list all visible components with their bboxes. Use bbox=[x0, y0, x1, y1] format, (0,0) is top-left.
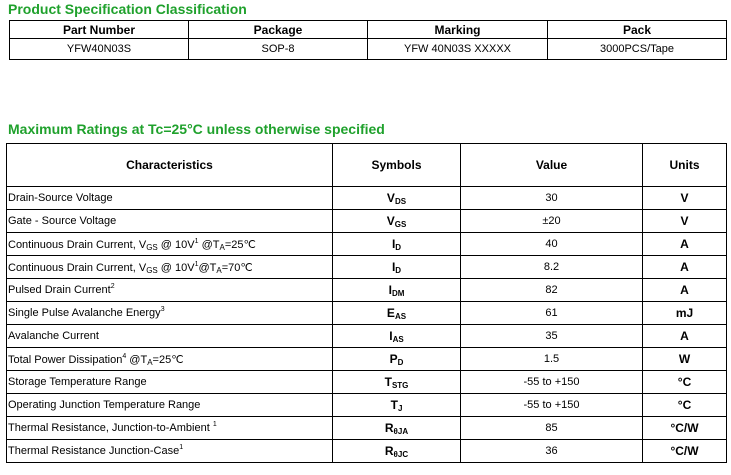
characteristic-cell: Operating Junction Temperature Range bbox=[7, 394, 333, 417]
header-characteristics: Characteristics bbox=[7, 144, 333, 187]
value-cell: 40 bbox=[461, 233, 643, 256]
spec-header-row bbox=[10, 21, 727, 39]
cell-part-number: YFW40N03S bbox=[10, 39, 189, 60]
value-cell: -55 to +150 bbox=[461, 394, 643, 417]
header-value: Value bbox=[461, 144, 643, 187]
table-row bbox=[7, 348, 727, 371]
unit-cell: °C bbox=[643, 394, 727, 417]
header-part-number: Part Number bbox=[10, 21, 189, 39]
symbol-cell: TSTG bbox=[333, 371, 461, 394]
unit-cell: °C/W bbox=[643, 440, 727, 463]
symbol-cell: RθJC bbox=[333, 440, 461, 463]
table-row bbox=[7, 302, 727, 325]
ratings-section-title: Maximum Ratings at Tc=25°C unless otherwise specified bbox=[8, 121, 385, 137]
characteristic-cell: Total Power Dissipation$^4$ $@T_A=25℃$ bbox=[7, 348, 333, 371]
symbol-cell: VGS bbox=[333, 210, 461, 233]
table-row bbox=[7, 394, 727, 417]
symbol-cell: RθJA bbox=[333, 417, 461, 440]
spec-section-title: Product Specification Classification bbox=[8, 1, 247, 17]
symbol-cell: EAS bbox=[333, 302, 461, 325]
table-row bbox=[7, 440, 727, 463]
spec-data-row bbox=[10, 39, 727, 60]
header-units: Units bbox=[643, 144, 727, 187]
unit-cell: W bbox=[643, 348, 727, 371]
cell-marking: YFW 40N03S XXXXX bbox=[368, 39, 548, 60]
header-pack: Pack bbox=[548, 21, 727, 39]
unit-cell: V bbox=[643, 210, 727, 233]
characteristic-cell: Gate - Source Voltage bbox=[7, 210, 333, 233]
unit-cell: A bbox=[643, 233, 727, 256]
symbol-cell: TJ bbox=[333, 394, 461, 417]
characteristic-cell: Pulsed Drain Current$^2$ bbox=[7, 279, 333, 302]
symbol-cell: VDS bbox=[333, 187, 461, 210]
unit-cell: °C bbox=[643, 371, 727, 394]
symbol-cell: PD bbox=[333, 348, 461, 371]
value-cell: 8.2 bbox=[461, 256, 643, 279]
value-cell: 36 bbox=[461, 440, 643, 463]
value-cell: 61 bbox=[461, 302, 643, 325]
value-cell: 35 bbox=[461, 325, 643, 348]
ratings-header-row bbox=[7, 144, 727, 187]
characteristic-cell: Drain-Source Voltage bbox=[7, 187, 333, 210]
unit-cell: A bbox=[643, 279, 727, 302]
value-cell: 30 bbox=[461, 187, 643, 210]
value-cell: 1.5 bbox=[461, 348, 643, 371]
cell-pack: 3000PCS/Tape bbox=[548, 39, 727, 60]
header-symbols: Symbols bbox=[333, 144, 461, 187]
header-marking: Marking bbox=[368, 21, 548, 39]
value-cell: 82 bbox=[461, 279, 643, 302]
table-row bbox=[7, 371, 727, 394]
unit-cell: °C/W bbox=[643, 417, 727, 440]
characteristic-cell: Avalanche Current bbox=[7, 325, 333, 348]
cell-package: SOP-8 bbox=[189, 39, 368, 60]
table-row bbox=[7, 210, 727, 233]
characteristic-cell: Storage Temperature Range bbox=[7, 371, 333, 394]
symbol-cell: IDM bbox=[333, 279, 461, 302]
table-row bbox=[7, 233, 727, 256]
value-cell: 85 bbox=[461, 417, 643, 440]
unit-cell: mJ bbox=[643, 302, 727, 325]
unit-cell: A bbox=[643, 325, 727, 348]
product-spec-table bbox=[9, 20, 727, 60]
value-cell: -55 to +150 bbox=[461, 371, 643, 394]
symbol-cell: IAS bbox=[333, 325, 461, 348]
unit-cell: V bbox=[643, 187, 727, 210]
header-package: Package bbox=[189, 21, 368, 39]
max-ratings-table bbox=[6, 143, 727, 463]
characteristic-cell: Single Pulse Avalanche Energy$^3$ bbox=[7, 302, 333, 325]
table-row bbox=[7, 417, 727, 440]
characteristic-cell: Continuous Drain Current, $V_{GS}$ @ $10V^1@T_A=70℃$ bbox=[7, 256, 333, 279]
unit-cell: A bbox=[643, 256, 727, 279]
characteristic-cell: Thermal Resistance Junction-Case$^1$ bbox=[7, 440, 333, 463]
characteristic-cell: Continuous Drain Current, $V_{GS}$ @ $10V^1$ $@T_A=25℃$ bbox=[7, 233, 333, 256]
symbol-cell: ID bbox=[333, 256, 461, 279]
symbol-cell: ID bbox=[333, 233, 461, 256]
characteristic-cell: Thermal Resistance, Junction-to-Ambient $^1$ bbox=[7, 417, 333, 440]
value-cell: ±20 bbox=[461, 210, 643, 233]
table-row bbox=[7, 279, 727, 302]
table-row bbox=[7, 325, 727, 348]
table-row bbox=[7, 256, 727, 279]
table-row bbox=[7, 187, 727, 210]
